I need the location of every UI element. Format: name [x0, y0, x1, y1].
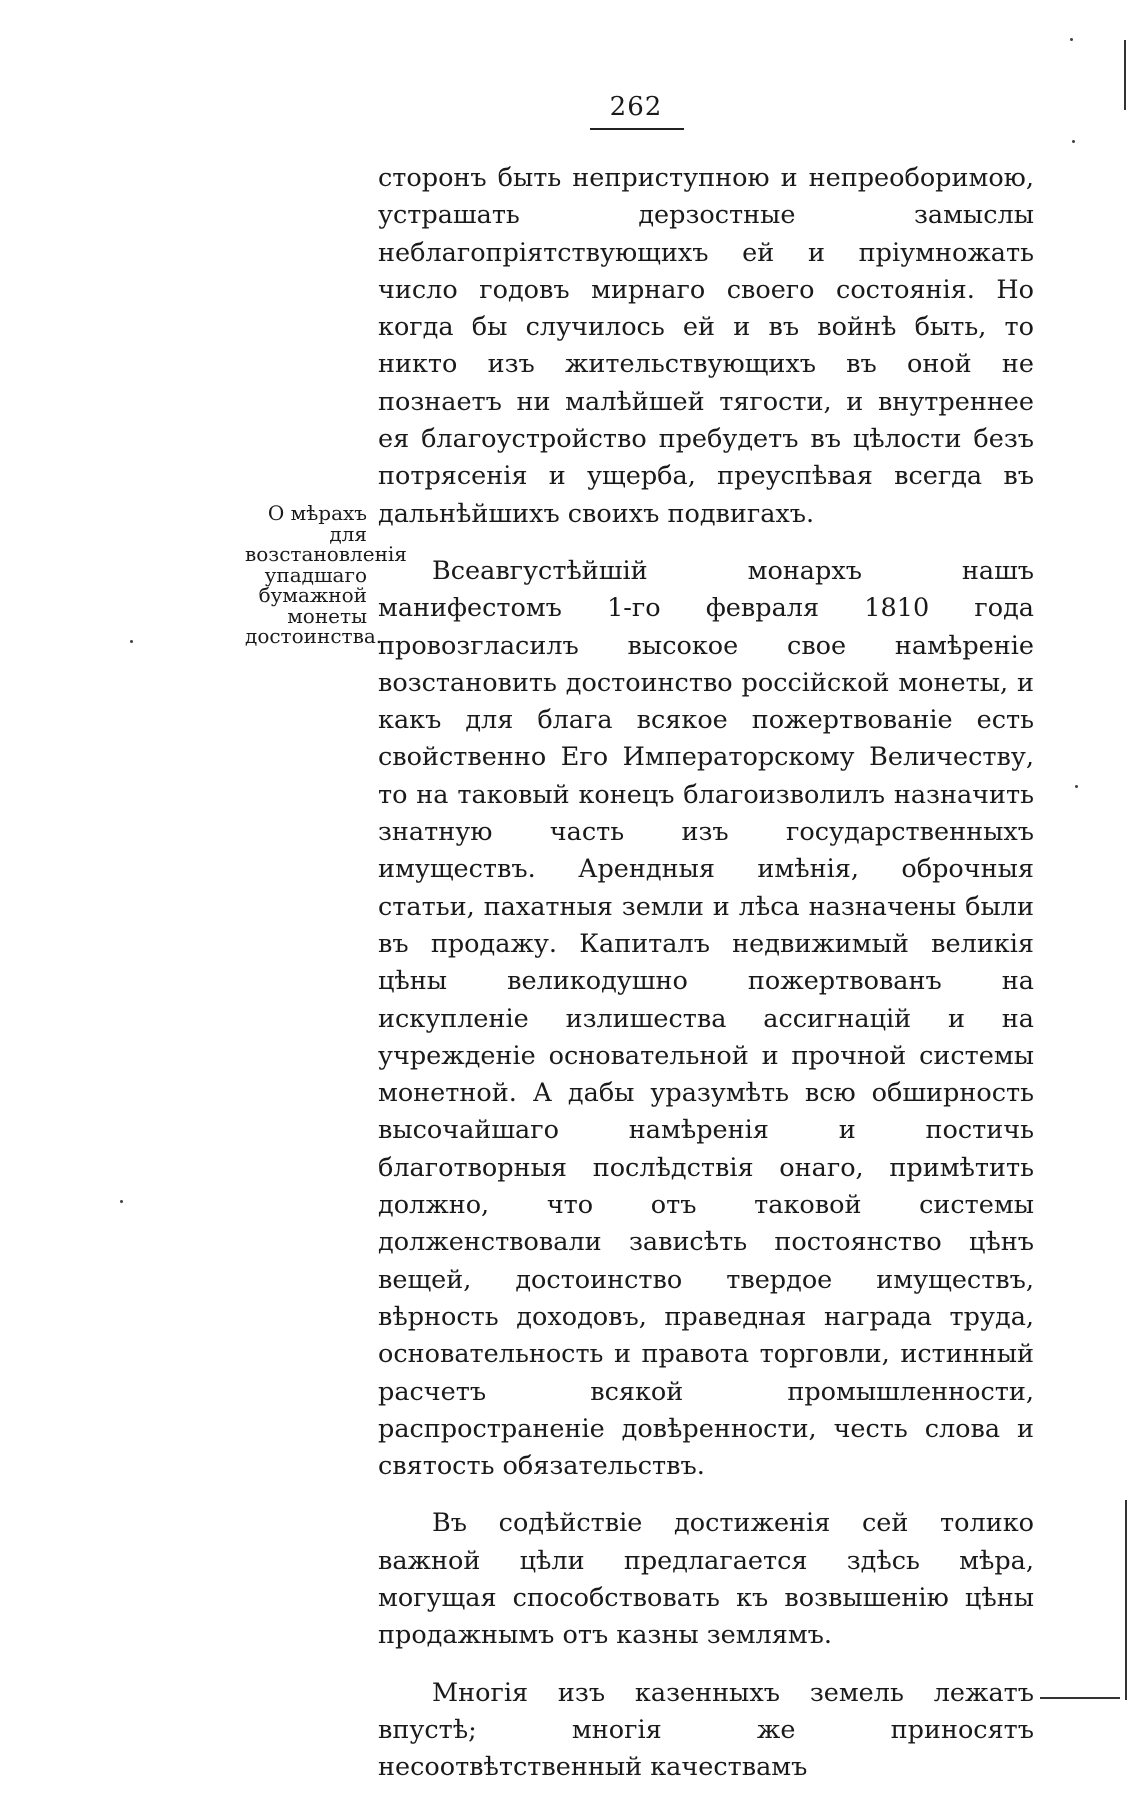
- scan-edge-line-right: [1124, 40, 1126, 110]
- scan-edge-line-bottom: [1040, 1697, 1120, 1699]
- scan-edge-line-right-lower: [1125, 1500, 1127, 1700]
- page-number: 262: [609, 92, 663, 122]
- main-text: [378, 160, 1034, 1806]
- scan-speck: [1070, 38, 1073, 41]
- paragraph-2: Всеавгустѣйшій монархъ нашъ манифестомъ 1-го февраля 1810 года провозгласилъ высокое свое намѣреніе возстановить достоинство россійской монеты, и какъ для блага всякое пожертвованіе есть свойственно Его Императорскому Величеству, то на таковый конецъ благоизволилъ назначить знатную часть изъ государственныхъ имуществъ. Арендныя имѣнія, оброчныя статьи, пахатныя земли и лѣса назначены были въ продажу. Капиталъ недвижимый великія цѣны великодушно пожертвованъ на искупленіе излишества ассигнацій и на учрежденіе основательной и прочной системы монетной. А дабы уразумѣть всю обширность высочайшаго намѣренія и постичь благотворныя послѣдствія онаго, примѣтить должно, что отъ таковой системы долженствовали зависѣть постоянство цѣнъ вещей, достоинство твердое имуществъ, вѣрность доходовъ, праведная награда труда, основательность и правота торговли, истинный расчетъ всякой промышленности, распространеніе довѣренности, честь слова и святость обязательствъ.: [378, 555, 1034, 1482]
- paragraph-4: Многія изъ казенныхъ земель лежатъ впустѣ; многія же приносятъ несоотвѣтственный качествамъ: [378, 1677, 1034, 1783]
- paragraph-3: Въ содѣйствіе достиженія сей толико важной цѣли предлагается здѣсь мѣра, могущая способствовать къ возвышенію цѣны продажнымъ отъ казны землямъ.: [378, 1508, 1034, 1651]
- scan-speck: [1075, 785, 1078, 788]
- scan-speck: [130, 640, 133, 643]
- page-number-rule: [590, 128, 684, 130]
- margin-note: О мѣрахъ для возстановленія упадшаго бумажной монеты достоинства.: [245, 501, 407, 648]
- paragraph-1: сторонъ быть неприступною и непреоборимою, устрашать дерзостные замыслы неблагопріятствующихъ ей и пріумножать число годовъ мирнаго своего состоянія. Но когда бы случилось ей и въ войнѣ быть, то никто изъ жительствующихъ въ оной не познаетъ ни малѣйшей тягости, и внутреннее ея благоустройство пребудетъ въ цѣлости безъ потрясенія и ущерба, преуспѣвая всегда въ дальнѣйшихъ своихъ подвигахъ.: [378, 163, 1034, 529]
- scan-speck: [120, 1200, 123, 1203]
- scan-speck: [1072, 140, 1075, 143]
